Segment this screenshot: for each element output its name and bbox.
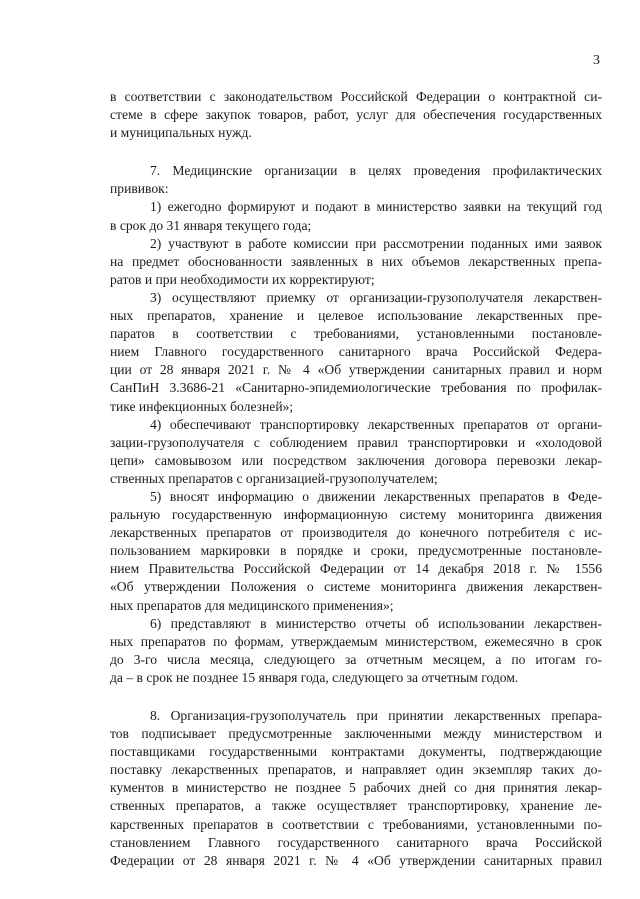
- text-line: на предмет обоснованности заявленных в них объемов лекарственных препа-: [110, 253, 602, 269]
- text-line: 7. Медицинские организации в целях проведения профилактических: [150, 163, 602, 179]
- text-line: зации-грузополучателя с соблюдением правил транспортировки и «холодовой: [110, 434, 602, 450]
- text-line: пользованием маркировки в порядке и сроки, предусмотренные постановле-: [110, 543, 602, 559]
- text-line: 3) осуществляют приемку от организации-грузополучателя лекарствен-: [150, 289, 602, 305]
- text-line: прививок:: [110, 181, 169, 197]
- text-line: «Об утверждении Положения о системе мониторинга движения лекарствен-: [110, 579, 602, 595]
- text-line: 5) вносят информацию о движении лекарственных препаратов в Феде-: [150, 488, 602, 504]
- text-line: становлением Главного государственного санитарного врача Российской: [110, 834, 602, 850]
- text-line: поставщиками государственными контрактами документы, подтверждающие: [110, 744, 602, 760]
- text-line: ственных препаратов с организацией-грузополучателем;: [110, 470, 438, 486]
- text-line: ственных препаратов, а также осуществляет транспортировку, хранение ле-: [110, 798, 602, 814]
- text-line: тике инфекционных болезней»;: [110, 398, 294, 414]
- text-line: стеме в сфере закупок товаров, работ, услуг для обеспечения государственных: [110, 107, 602, 123]
- document-body: [110, 88, 602, 870]
- text-line: СанПиН 3.3686-21 «Санитарно-эпидемиологические требования по профилак-: [110, 380, 602, 396]
- text-line: цепи» самовывозом или посредством заключения договора перевозки лекар-: [110, 452, 602, 468]
- text-line: нием Правительства Российской Федерации от 14 декабря 2018 г. № 1556: [110, 561, 602, 577]
- text-line: ных препаратов по формам, утверждаемым министерством, ежемесячно в срок: [110, 633, 602, 649]
- text-line: паратов в соответствии с требованиями, установленными постановле-: [110, 326, 602, 342]
- paragraph-gap: [110, 142, 602, 162]
- text-line: нием Главного государственного санитарного врача Российской Федера-: [110, 344, 602, 360]
- paragraph-gap: [110, 687, 602, 707]
- page-number: 3: [593, 53, 600, 68]
- text-line: ратов и при необходимости их корректируют;: [110, 271, 375, 287]
- text-line: в срок до 31 января текущего года;: [110, 217, 312, 233]
- text-line: ных препаратов для медицинского применения»;: [110, 597, 394, 613]
- text-line: ции от 28 января 2021 г. № 4 «Об утверждении санитарных правил и норм: [110, 362, 602, 378]
- text-line: и муниципальных нужд.: [110, 125, 252, 141]
- text-line: карственных препаратов в соответствии с требованиями, установленными по-: [110, 816, 602, 832]
- text-line: тов подписывает предусмотренные заключенными между министерством и: [110, 726, 602, 742]
- text-line: до 3-го числа месяца, следующего за отчетным месяцем, а по итогам го-: [110, 651, 602, 667]
- text-line: 2) участвуют в работе комиссии при рассмотрении поданных ими заявок: [150, 235, 602, 251]
- text-line: лекарственных препаратов от производителя до конечного потребителя с ис-: [110, 525, 602, 541]
- text-line: 8. Организация-грузополучатель при принятии лекарственных препара-: [150, 708, 602, 723]
- text-line: ральную государственную информационную систему мониторинга движения: [110, 507, 602, 523]
- text-line: 6) представляют в министерство отчеты об использовании лекарствен-: [150, 615, 602, 631]
- text-line: поставку лекарственных препаратов, и направляет один экземпляр таких до-: [110, 762, 602, 778]
- text-line: в соответствии с законодательством Российской Федерации о контрактной си-: [110, 89, 602, 104]
- text-line: Федерации от 28 января 2021 г. № 4 «Об утверждении санитарных правил: [110, 852, 602, 868]
- text-line: 1) ежегодно формируют и подают в министерство заявки на текущий год: [150, 199, 602, 215]
- text-line: ных препаратов, хранение и целевое использование лекарственных пре-: [110, 308, 602, 324]
- text-line: 4) обеспечивают транспортировку лекарственных препаратов от органи-: [150, 416, 602, 432]
- text-line: кументов в министерство не позднее 5 рабочих дней со дня принятия лекар-: [110, 780, 602, 796]
- text-line: да – в срок не позднее 15 января года, следующего за отчетным годом.: [110, 669, 519, 685]
